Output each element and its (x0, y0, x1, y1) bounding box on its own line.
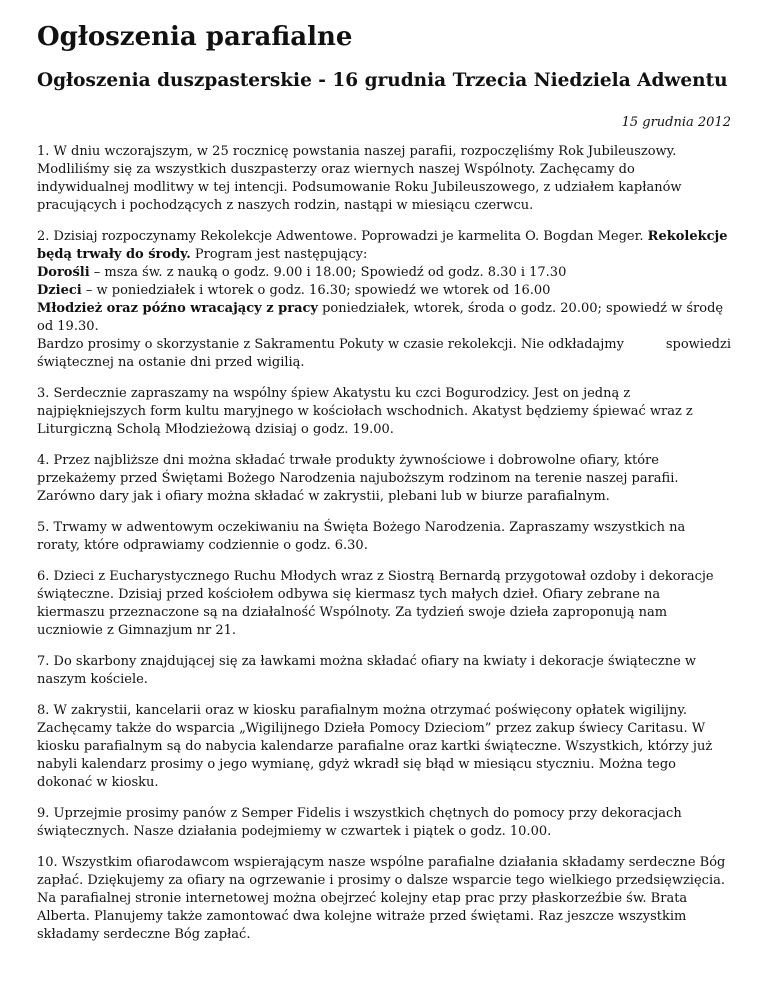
announcement-5: 5. Trwamy w adwentowym oczekiwaniu na Święta Bożego Narodzenia. Zapraszamy wszystkich na roraty, które odprawiamy codziennie o godz. 6.30. (37, 520, 686, 553)
schedule-adults-label: Dorośli (37, 265, 90, 280)
schedule-kids (37, 282, 731, 300)
announcement-2 (37, 228, 731, 372)
schedule-youth (37, 300, 731, 336)
announcement-8: 8. W zakrystii, kancelarii oraz w kiosku parafialnym można otrzymać poświęcony opłatek wigilijny. Zachęcamy także do wsparcia „Wigilijnego Dzieła Pomocy Dzieciom” przez zakup świecy Caritasu. W kiosku parafialnym są do nabycia kalendarze parafialne oraz kartki świąteczne. Wszystkich, którzy już nabyli kalendarz prosimy o jego wymianę, gdyż wkradł się błąd w miesiącu styczniu. Można tego dokonać w kiosku. (37, 703, 713, 790)
announcement-10: 10. Wszystkim ofiarodawcom wspierającym nasze wspólne parafialne działania składamy serdeczne Bóg zapłać. Dziękujemy za ofiary na ogrzewanie i prosimy o dalsze wsparcie tego wielkiego przedsięwzięcia. Na parafialnej stronie internetowej można obejrzeć kolejny etap prac przy płaskorzeźbie św. Brata Alberta. Planujemy także zamontować dwa kolejne witraże przed świętami. Raz jeszcze wszystkim składamy serdeczne Bóg zapłać. (37, 855, 726, 942)
confession-request-left: Bardzo prosimy o skorzystanie z Sakramentu Pokuty w czasie rekolekcji. Nie odkładajmy (37, 337, 624, 352)
schedule-youth-label: Młodzież oraz późno wracający z pracy (37, 301, 318, 316)
article-date: 15 grudnia 2012 (621, 115, 731, 130)
article-title: Ogłoszenia duszpasterskie - 16 grudnia Trzecia Niedziela Adwentu (37, 70, 728, 91)
announcement-2-intro-bold: Rekolekcje będą trwały do środy. (37, 229, 728, 262)
announcement-9: 9. Uprzejmie prosimy panów z Semper Fidelis i wszystkich chętnych do pomocy przy dekoracjach świątecznych. Nasze działania podejmiemy w czwartek i piątek o godz. 10.00. (37, 806, 682, 839)
announcement-2-intro-end: Program jest następujący: (190, 247, 368, 262)
confession-request-end: świątecznej na ostanie dni przed wigilią. (37, 355, 305, 370)
announcement-3: 3. Serdecznie zapraszamy na wspólny śpiew Akatystu ku czci Bogurodzicy. Jest on jedną z najpiękniejszych form kultu maryjnego w kościołach wschodnich. Akatyst będziemy śpiewać wraz z Liturgiczną Scholą Młodzieżową dzisiaj o godz. 19.00. (37, 386, 693, 437)
announcement-7: 7. Do skarbony znajdującej się za ławkami można składać ofiary na kwiaty i dekoracje świąteczne w naszym kościele. (37, 654, 697, 687)
schedule-youth-text: poniedziałek, wtorek, środa o godz. 20.00; spowiedź w środę od 19.30. (37, 301, 724, 334)
schedule-kids-text: – w poniedziałek i wtorek o godz. 16.30; spowiedź we wtorek od 16.00 (81, 283, 551, 298)
announcement-6: 6. Dzieci z Eucharystycznego Ruchu Młodych wraz z Siostrą Bernardą przygotował ozdoby i dekoracje świąteczne. Dzisiaj przed kościołem odbywa się kiermasz tych małych dzieł. Ofiary zebrane na kiermaszu przeznaczone są na działalność Wspólnoty. Za tydzień swoje dzieła zaproponują nam uczniowie z Gimnazjum nr 21. (37, 569, 714, 638)
announcement-1: 1. W dniu wczorajszym, w 25 rocznicę powstania naszej parafii, rozpoczęliśmy Rok Jubileuszowy. Modliliśmy się za wszystkich duszpasterzy oraz wiernych naszej Wspólnoty. Zachęcamy do indywidualnej modlitwy w tej intencji. Podsumowanie Roku Jubileuszowego, z udziałem kapłanów pracujących i pochodzących z naszych rodzin, nastąpi w miesiącu czerwcu. (37, 144, 682, 213)
schedule-kids-label: Dzieci (37, 283, 82, 298)
schedule-adults (37, 264, 731, 282)
announcement-2-intro: 2. Dzisiaj rozpoczynamy Rekolekcje Adwentowe. Poprowadzi je karmelita O. Bogdan Meger. (37, 229, 648, 244)
confession-request (37, 336, 731, 354)
schedule-adults-text: – msza św. z nauką o godz. 9.00 i 18.00; Spowiedź od godz. 8.30 i 17.30 (89, 265, 567, 280)
page-title: Ogłoszenia parafialne (37, 22, 353, 52)
confession-request-right: spowiedzi (665, 337, 731, 352)
announcement-4: 4. Przez najbliższe dni można składać trwałe produkty żywnościowe i dobrowolne ofiary, które przekażemy przed Świętami Bożego Narodzenia najuboższym rodzinom na terenie naszej parafii. Zarówno dary jak i ofiary można składać w zakrystii, plebani lub w biurze parafialnym. (37, 453, 679, 504)
